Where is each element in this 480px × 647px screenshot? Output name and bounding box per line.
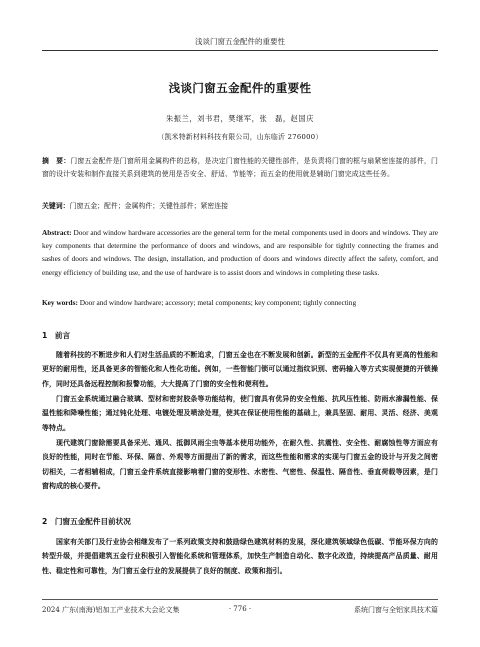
page-footer [42, 605, 438, 617]
page-number: · 776 · [228, 605, 252, 613]
abstract-cn-label: 摘 要： [42, 157, 71, 165]
abstract-en-label: Abstract: [42, 228, 72, 237]
author-list: 朱振兰，刘书君，樊继军，张 磊，赵国庆 [166, 114, 314, 123]
running-head: 浅谈门窗五金配件的重要性 [195, 37, 285, 46]
keywords-en [42, 297, 438, 309]
footer-section: 系统门窗与全铝家具技术篇 [354, 606, 438, 614]
section-2-heading: 2 门窗五金配件目前状况 [42, 517, 131, 526]
footer-proceedings: 2024 广东(南海)铝加工产业技术大会论文集 [42, 606, 180, 614]
section-1-paragraph: 门窗五金系统通过融合玻璃、型材和密封胶条等功能结构，使门窗具有优异的安全性能、抗风压性能、防雨水渗漏性能、保温性能和降噪性能；通过钝化处理、电镀处理及喷涂处理，使其在保证使用性能的基础上，兼具坚固、耐用、灵活、经济、美观等特点。 [42, 395, 438, 432]
keywords-en-label: Key words: [42, 298, 78, 307]
section-2-paragraph: 国家有关部门及行业协会相继发布了一系列政策支持和鼓励绿色建筑材料的发展，深化建筑领域绿色低碳、节能环保方向的转型升级，并提倡建筑五金行业积极引入智能化系统和管理体系，加快生产制造自动化、数字化改造，持续提高产品质量、耐用性、稳定性和可靠性，为门窗五金行业的发展提供了良好的制度、政策和指引。 [42, 538, 438, 575]
header-rule [42, 50, 438, 51]
abstract-cn [42, 155, 438, 181]
section-1-heading: 1 前言 [42, 331, 71, 340]
section-1-paragraph: 随着科技的不断进步和人们对生活品质的不断追求，门窗五金也在不断发展和创新。新型的五金配件不仅具有更高的性能和更好的耐用性，还具备更多的智能化和人性化功能。例如，一些智能门锁可以通过指纹识别、密码输入等方式实现便捷的开锁操作，同时还具备远程控制和报警功能，大大提高了门窗的安全性和便利性。 [42, 351, 438, 388]
footer-rule [42, 599, 438, 600]
keywords-en-text: Door and window hardware; accessory; metal components; key component; tightly connecting [79, 298, 357, 307]
abstract-en [42, 226, 438, 279]
keywords-cn-text: 门窗五金；配件；金属构件；关键性部件；紧密连接 [69, 202, 229, 210]
keywords-cn [42, 200, 438, 212]
paper-title: 浅谈门窗五金配件的重要性 [168, 81, 312, 95]
abstract-en-text: Door and window hardware accessories are the general term for the metal components used in doors and windows. They are key components that determine the performance of doors and windows, and are responsible for tightly connecting the frames and sashes of doors and windows. The design, installation, and production of doors and windows directly affect the safety, comfort, and energy efficiency of building use, and the use of hardware is to assist doors and windows in completing these tasks. [42, 228, 438, 277]
affiliation: （凯米特新材料科技有限公司，山东临沂 276000） [157, 133, 323, 141]
keywords-cn-label: 关键词： [42, 202, 70, 210]
section-1-paragraph: 现代建筑门窗除需要具备采光、通风、抵御风雨尘虫等基本使用功能外，在耐久性、抗震性、安全性、耐腐蚀性等方面应有良好的性能，同时在节能、环保、隔音、外观等方面提出了新的需求，而这些性能和需求的实现与门窗五金的设计与开发之间密切相关，二者相辅相成，门窗五金件系统直接影响着门窗的变形性、水密性、气密性、保温性、隔音性、垂直荷载等因素，是门窗构成的核心要件。 [42, 439, 438, 491]
abstract-cn-text: 门窗五金配件是门窗所用金属构件的总称，是决定门窗性能的关键性部件，是负责将门窗的框与扇紧密连接的部件，门窗的设计安装和制作直接关系到建筑的使用是否安全、舒适、节能等；而五金的使用就是辅助门窗完成这些任务。 [42, 157, 438, 179]
